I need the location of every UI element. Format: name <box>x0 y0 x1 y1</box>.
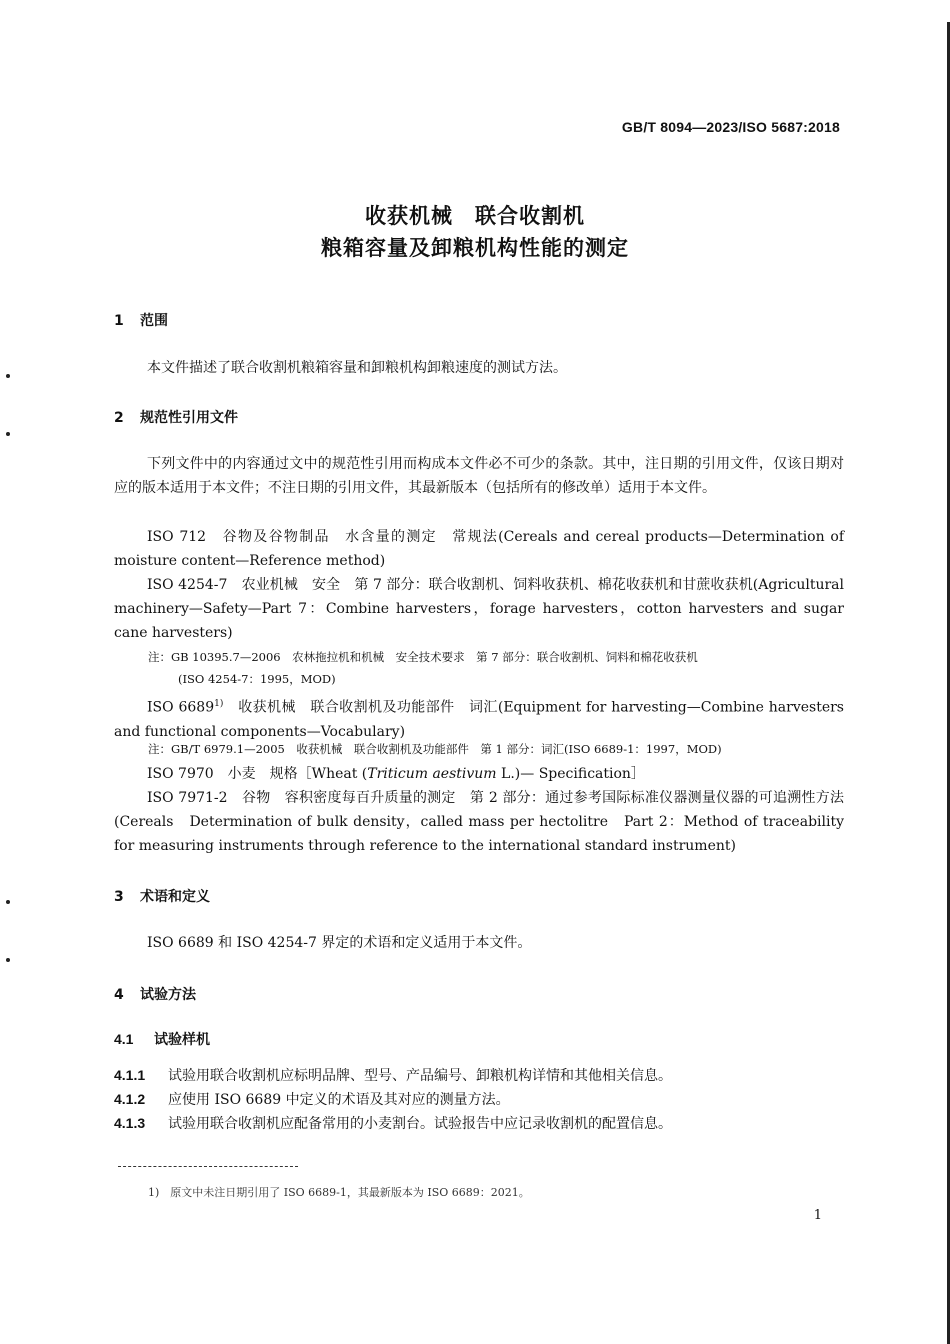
footnote-marker: 1) <box>214 699 224 709</box>
section-number: 2 <box>114 410 124 426</box>
section-title: 术语和定义 <box>140 889 210 905</box>
scope-paragraph: 本文件描述了联合收割机粮箱容量和卸粮机构卸粮速度的测试方法。 <box>147 360 567 376</box>
section-heading <box>114 310 168 330</box>
footnote-separator <box>118 1166 298 1167</box>
subsection-heading <box>114 1029 210 1049</box>
page-number: 1 <box>813 1208 822 1223</box>
section-heading <box>114 984 196 1004</box>
subsection-number: 4.1 <box>114 1031 134 1047</box>
clause-text: 试验用联合收割机应配备常用的小麦割台。试验报告中应记录收割机的配置信息。 <box>168 1116 672 1132</box>
footnote: 1) 原文中未注日期引用了 ISO 6689-1，其最新版本为 ISO 6689：2021。 <box>148 1186 530 1199</box>
binding-dot <box>6 958 10 962</box>
reference-code: ISO 6689 <box>147 699 215 716</box>
reference-note-1 <box>148 646 848 690</box>
clause-number: 4.1.2 <box>114 1091 146 1107</box>
reference-text: ISO 7970 小麦 规格［Wheat ( <box>147 766 368 782</box>
reference-note-2: 注：GB/T 6979.1—2005 收获机械 联合收割机及功能部件 第 1 部分：词汇(ISO 6689-1：1997，MOD) <box>148 742 722 756</box>
species-name: Triticum aestivum <box>367 766 497 782</box>
section-number: 3 <box>114 889 124 905</box>
binding-dot <box>6 900 10 904</box>
section-title: 范围 <box>140 313 168 329</box>
section-number: 4 <box>114 987 124 1003</box>
terms-paragraph: ISO 6689 和 ISO 4254-7 界定的术语和定义适用于本文件。 <box>147 935 532 951</box>
section-title: 规范性引用文件 <box>140 410 238 426</box>
subsection-title: 试验样机 <box>154 1032 210 1048</box>
clause-text: 应使用 ISO 6689 中定义的术语及其对应的测量方法。 <box>168 1092 510 1108</box>
note-line: (ISO 4254-7：1995，MOD) <box>178 672 336 686</box>
section-heading <box>114 407 238 427</box>
references-intro: 下列文件中的内容通过文中的规范性引用而构成本文件必不可少的条款。其中，注日期的引用文件，仅该日期对应的版本适用于本文件；不注日期的引用文件，其最新版本（包括所有的修改单）适用于本文件。 <box>114 456 844 496</box>
reference-iso6689 <box>114 692 844 744</box>
clause-text: 试验用联合收割机应标明品牌、型号、产品编号、卸粮机构详情和其他相关信息。 <box>168 1068 672 1084</box>
reference-text: 收获机械 联合收割机及功能部件 词汇(Equipment for harvesting—Combine harvesters and functional components—Vocabulary) <box>114 699 844 740</box>
clause-item <box>114 1089 510 1109</box>
section-number: 1 <box>114 313 124 329</box>
binding-dot <box>6 374 10 378</box>
document-title-line1: 收获机械 联合收割机 <box>365 204 585 228</box>
note-line: 注：GB 10395.7—2006 农林拖拉机和机械 安全技术要求 第 7 部分：联合收割机、饲料和棉花收获机 <box>148 650 698 664</box>
standard-code: GB/T 8094—2023/ISO 5687:2018 <box>621 119 840 135</box>
section-heading <box>114 886 210 906</box>
reference-iso7971-2: ISO 7971-2 谷物 容积密度每百升质量的测定 第 2 部分：通过参考国际标准仪器测量仪器的可追溯性方法(Cereals Determination of bulk density，called mass per hectolitre Part 2：Method of traceability for measuring instruments through reference to the international standard instrument) <box>114 790 844 854</box>
section-title: 试验方法 <box>140 987 196 1003</box>
reference-text: L.)— Specification］ <box>496 766 645 782</box>
binding-dot <box>6 432 10 436</box>
clause-item <box>114 1065 672 1085</box>
reference-iso4254-7: ISO 4254-7 农业机械 安全 第 7 部分：联合收割机、饲料收获机、棉花收获机和甘蔗收获机(Agricultural machinery—Safety—Part 7：Combine harvesters，forage harvesters，cotton harvesters and sugar cane harvesters) <box>114 577 844 641</box>
reference-iso7970 <box>114 762 844 786</box>
reference-iso712: ISO 712 谷物及谷物制品 水含量的测定 常规法(Cereals and cereal products—Determination of moisture content—Reference method) <box>114 529 844 569</box>
clause-number: 4.1.1 <box>114 1067 146 1083</box>
clause-item <box>114 1113 672 1133</box>
clause-number: 4.1.3 <box>114 1115 146 1131</box>
document-title-line2: 粮箱容量及卸粮机构性能的测定 <box>321 236 629 260</box>
